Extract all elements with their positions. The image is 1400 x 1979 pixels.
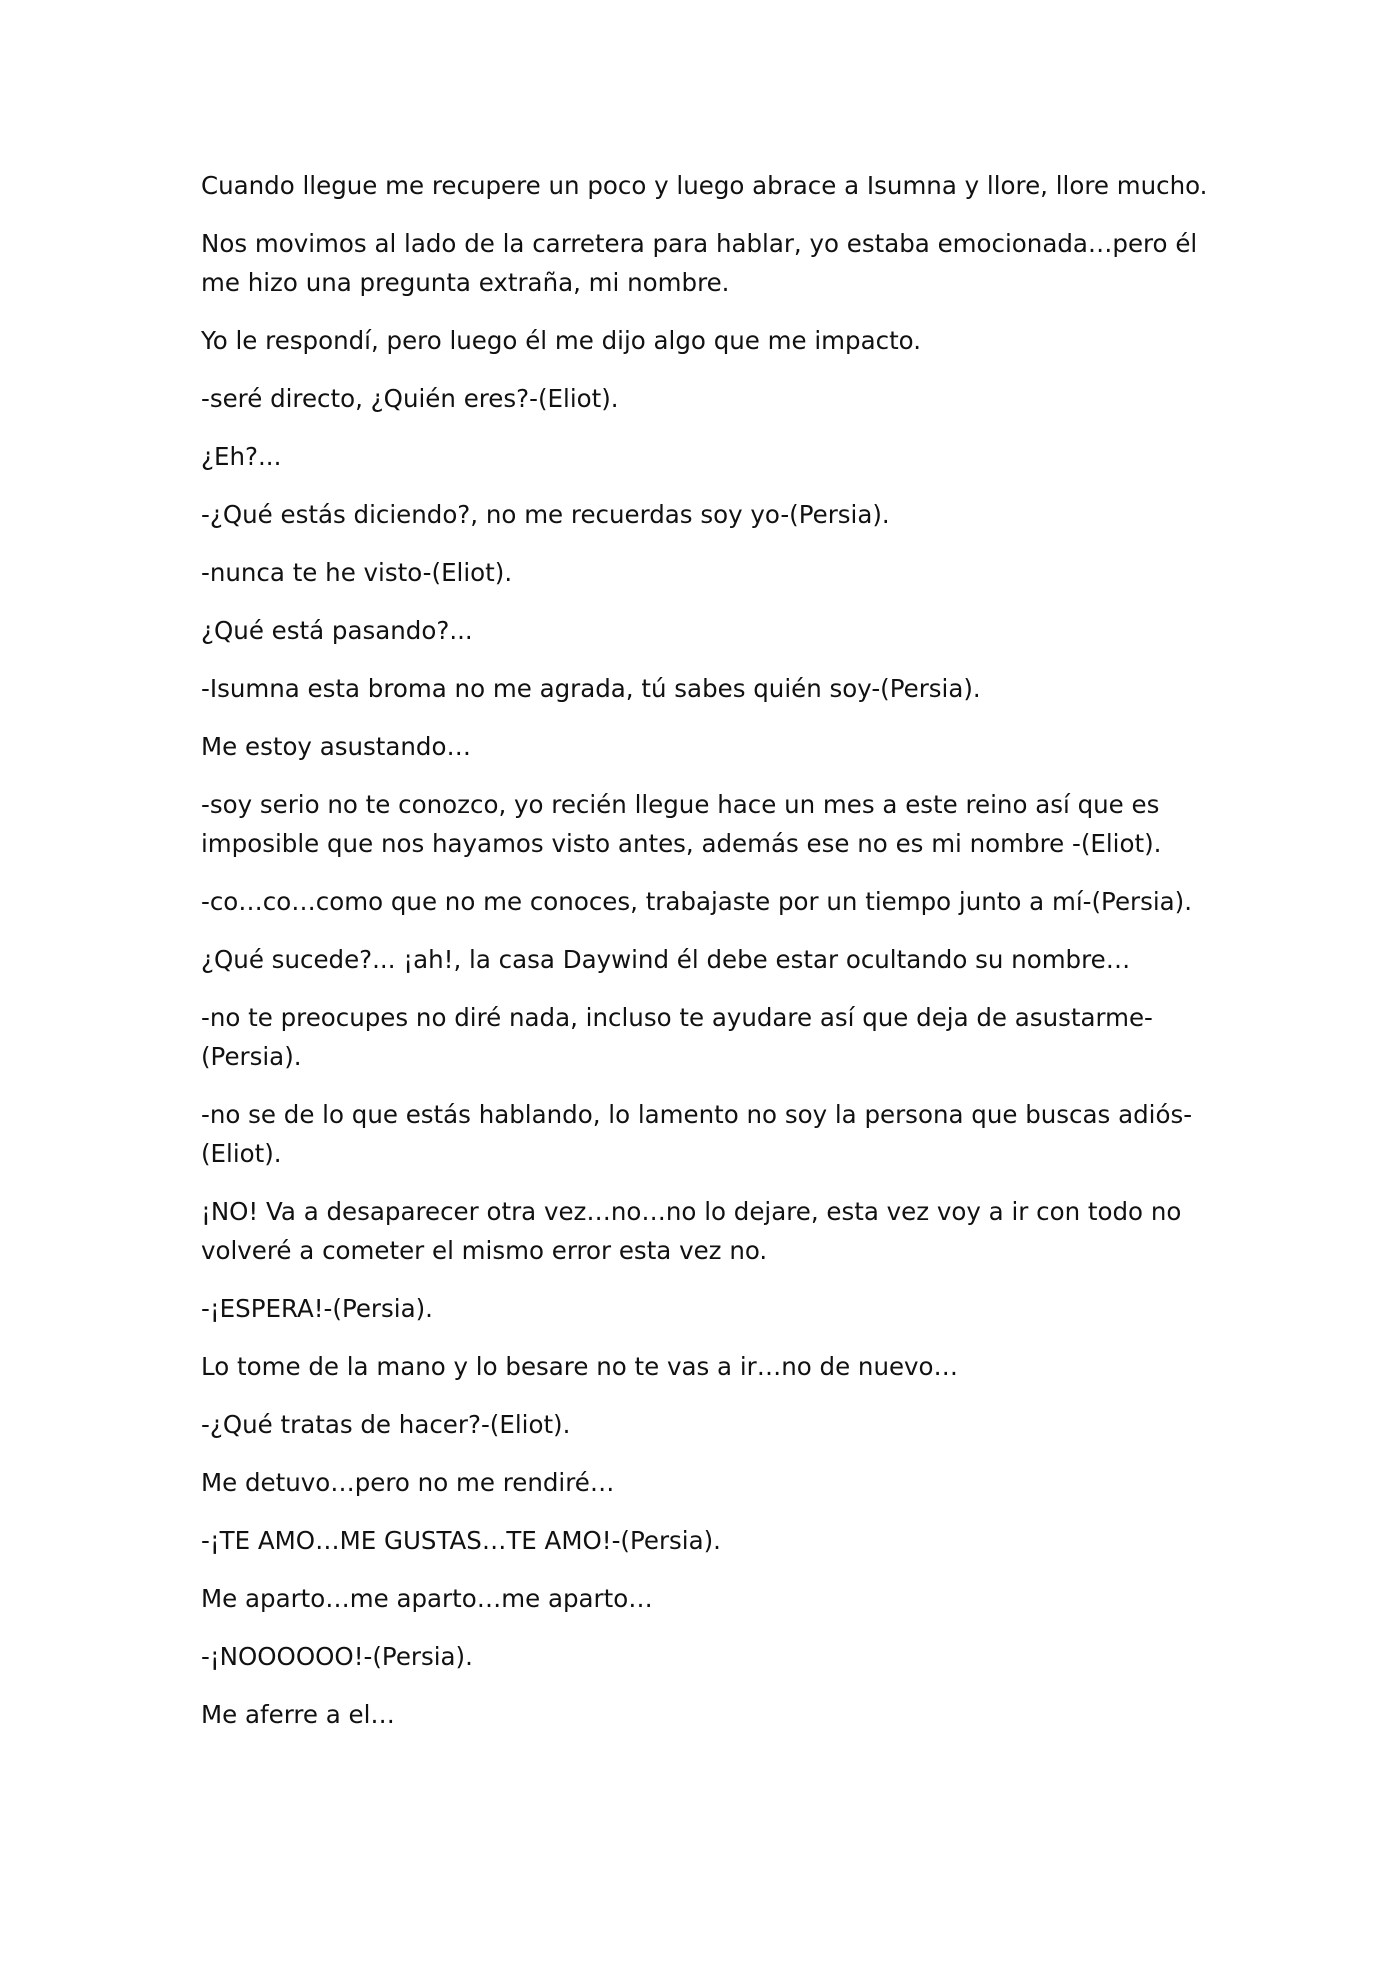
paragraph: -¡ESPERA!-(Persia). xyxy=(201,1294,433,1323)
paragraph: Me aferre a el… xyxy=(201,1700,395,1729)
paragraph: -no se de lo que estás hablando, lo lamento no soy la persona que buscas adiós-(Eliot). xyxy=(201,1100,1193,1168)
paragraph: -nunca te he visto-(Eliot). xyxy=(201,558,513,587)
paragraph: -¿Qué estás diciendo?, no me recuerdas soy yo-(Persia). xyxy=(201,500,890,529)
paragraph: -co…co…como que no me conoces, trabajaste por un tiempo junto a mí-(Persia). xyxy=(201,887,1193,916)
paragraph: Lo tome de la mano y lo besare no te vas a ir…no de nuevo… xyxy=(201,1352,959,1381)
paragraph: -¡TE AMO…ME GUSTAS…TE AMO!-(Persia). xyxy=(201,1526,721,1555)
paragraph: ¡NO! Va a desaparecer otra vez…no…no lo dejare, esta vez voy a ir con todo no volveré a cometer el mismo error esta vez no. xyxy=(201,1197,1182,1265)
paragraph: -Isumna esta broma no me agrada, tú sabes quién soy-(Persia). xyxy=(201,674,981,703)
paragraph: ¿Qué está pasando?... xyxy=(201,616,473,645)
paragraph: Me aparto…me aparto…me aparto… xyxy=(201,1584,653,1613)
paragraph: -¿Qué tratas de hacer?-(Eliot). xyxy=(201,1410,571,1439)
paragraph: Nos movimos al lado de la carretera para hablar, yo estaba emocionada…pero él me hizo una pregunta extraña, mi nombre. xyxy=(201,229,1198,297)
paragraph: -seré directo, ¿Quién eres?-(Eliot). xyxy=(201,384,619,413)
paragraph: Yo le respondí, pero luego él me dijo algo que me impacto. xyxy=(201,326,922,355)
paragraph: Me estoy asustando… xyxy=(201,732,471,761)
paragraph: -¡NOOOOOO!-(Persia). xyxy=(201,1642,473,1671)
paragraph: Me detuvo…pero no me rendiré… xyxy=(201,1468,615,1497)
paragraph: ¿Eh?... xyxy=(201,442,282,471)
document-body xyxy=(201,166,1211,1753)
paragraph: -no te preocupes no diré nada, incluso te ayudare así que deja de asustarme-(Persia). xyxy=(201,1003,1153,1071)
paragraph: Cuando llegue me recupere un poco y luego abrace a Isumna y llore, llore mucho. xyxy=(201,171,1208,200)
paragraph: ¿Qué sucede?... ¡ah!, la casa Daywind él debe estar ocultando su nombre… xyxy=(201,945,1131,974)
paragraph: -soy serio no te conozco, yo recién llegue hace un mes a este reino así que es imposible que nos hayamos visto antes, además ese no es mi nombre -(Eliot). xyxy=(201,790,1162,858)
